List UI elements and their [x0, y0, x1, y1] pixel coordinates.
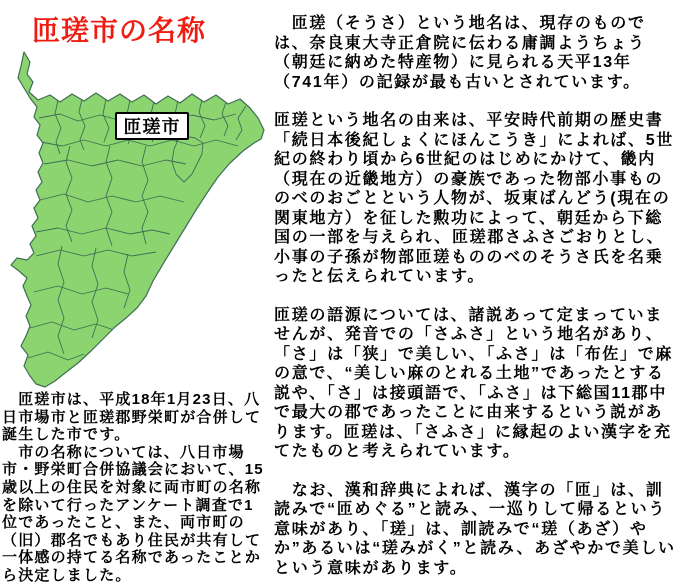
right-column: [274, 0, 678, 587]
left-column: [0, 0, 270, 587]
chiba-map-svg: [0, 50, 266, 390]
map-label-sosa-city: [115, 112, 189, 140]
paragraph-etymology: 匝瑳の語源については、諸説あって定まっていませんが、発音での「さふさ」という地名があり、「さ」は「狭」で美しい、「ふさ」は「布佐」で麻の意で、“美しい麻のとれる土地”であったとする説や、「さ」は接頭語で、「ふさ」は下総国11郡中で最大の郡であったことに由来するという説があります。匝瑳は、「さふさ」に縁起のよい漢字を充てたものと考えられています。: [274, 306, 674, 460]
paragraph-city-founding: 匝瑳市は、平成18年1月23日、八日市場市と匝瑳郡野栄町が合併して誕生した市です。: [2, 391, 262, 444]
chiba-prefecture-map: [0, 50, 266, 390]
paragraph-kanji-meaning: なお、漢和辞典によれば、漢字の「匝」は、訓読みで“匝めぐる”と読み、一巡りして帰るという意味があり、「瑳」は、訓読みで“瑳（あざ）やか”あるいは“瑳みがく”と読み、あざやかで美しいという意味があります。: [274, 481, 676, 577]
page-title: 匝瑳市の名称: [32, 15, 207, 46]
paragraph-name-origin: 匝瑳という地名の由来は、平安時代前期の歴史書「続日本後紀しょくにほんこうき」によれば、5世紀の終わり頃から6世紀のはじめにかけて、畿内（現在の近畿地方）の豪族であった物部小事もののべのおごとという人物が、坂東ばんどう(現在の関東地方）を征した勲功によって、朝廷から下総国の一部を与えられ、匝瑳郡さふさごおりとし、小事の子孫が物部匝瑳もののべのそうさ氏を名乗ったと伝えられています。: [274, 112, 674, 285]
map-label-text: 匝瑳市: [123, 117, 181, 137]
left-text-block: [2, 391, 268, 585]
paragraph-name-decision: 市の名称については、八日市場市・野栄町合併協議会において、15歳以上の住民を対象に両市町の名称を除いて行ったアンケート調査で1位であったこと、また、両市町の（旧）郡名でもあり住民が共有して一体感の持てる名称であったことから決定しました。: [2, 443, 264, 584]
paragraph-oldest-record: 匝瑳（そうさ）という地名は、現存のものでは、奈良東大寺正倉院に伝わる庸調ようちょう（朝廷に納めた特産物）に見られる天平13年（741年）の記録が最も古いとされています。: [274, 15, 646, 91]
prefecture-outline: [11, 52, 264, 387]
